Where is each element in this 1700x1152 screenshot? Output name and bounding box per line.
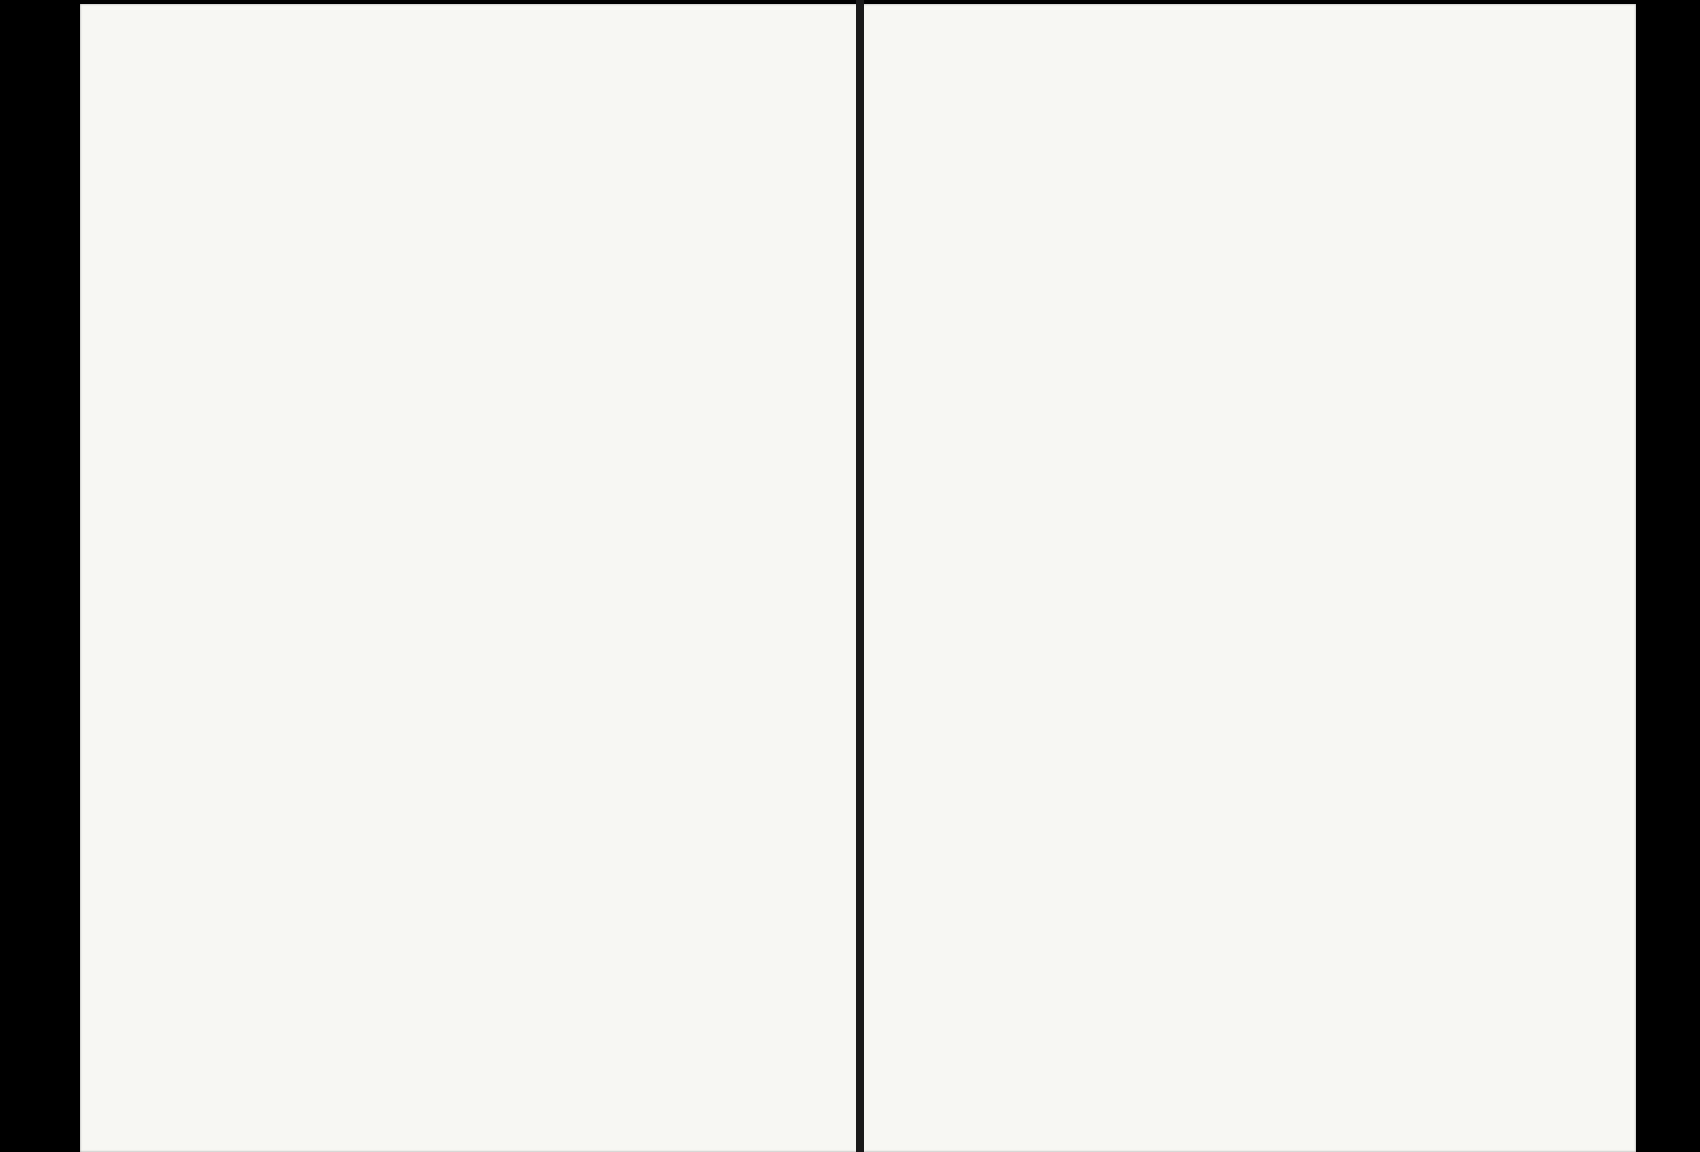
stafning-header xyxy=(470,82,492,162)
bevistat-header xyxy=(633,80,655,166)
